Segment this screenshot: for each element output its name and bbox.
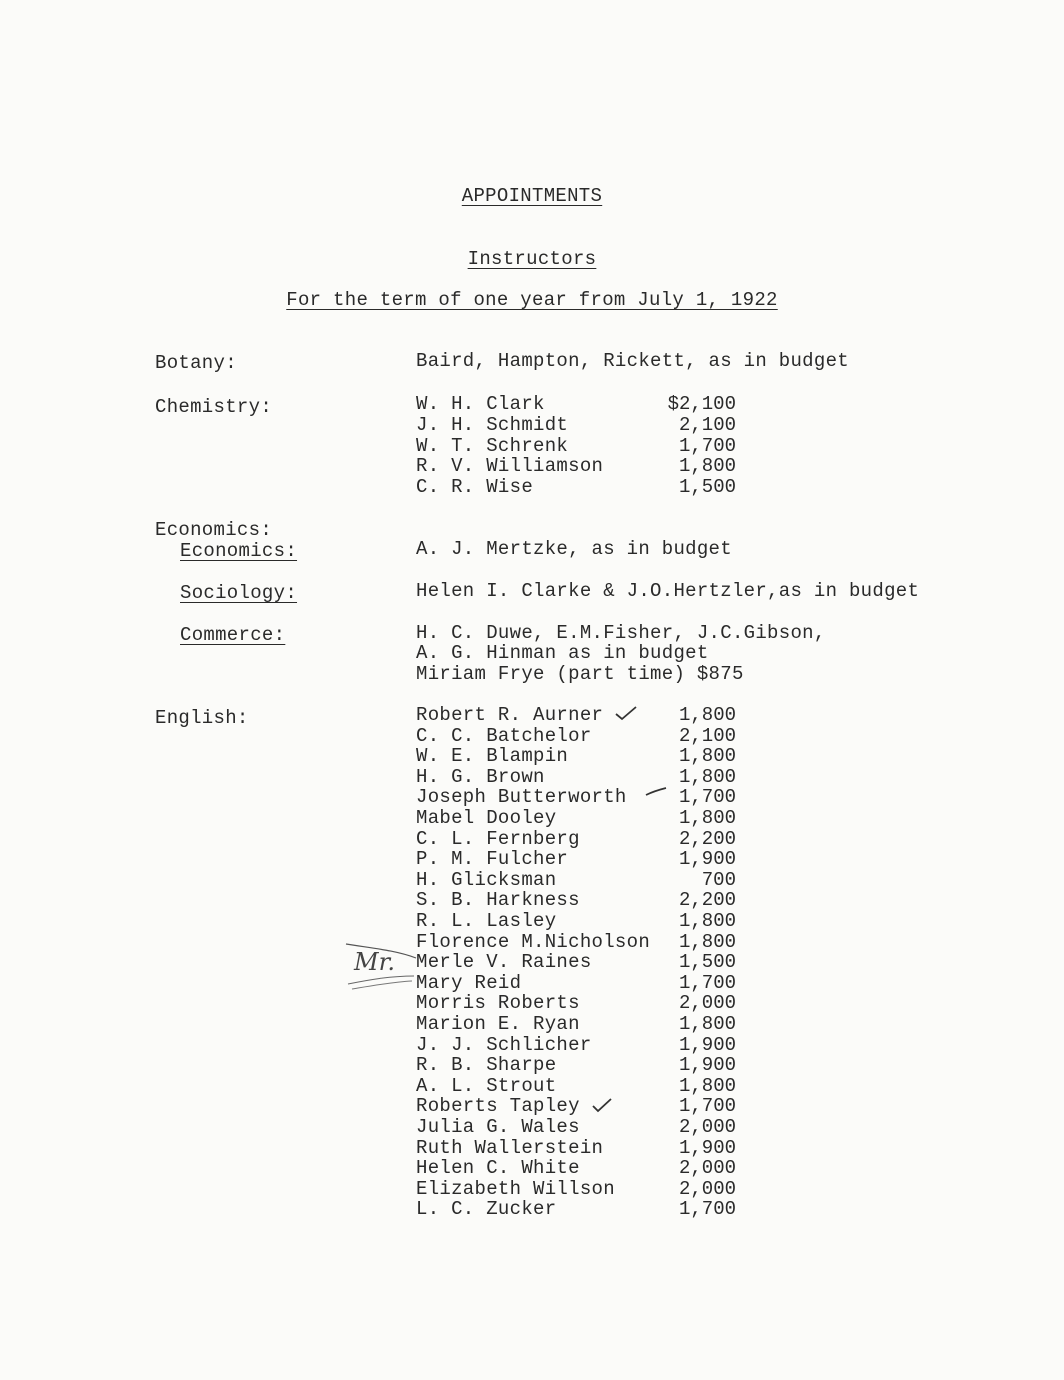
chemistry-name: J. H. Schmidt <box>416 413 569 436</box>
chemistry-row <box>0 477 1064 498</box>
english-amount: 1,900 <box>678 1136 736 1159</box>
english-name: Elizabeth Willson <box>416 1177 615 1200</box>
english-amount: 1,700 <box>678 1095 736 1118</box>
english-amount: 1,800 <box>678 910 736 932</box>
chemistry-name: W. H. Clark <box>416 393 545 415</box>
english-row <box>0 1158 1064 1179</box>
english-amount: 1,900 <box>678 848 736 871</box>
english-row <box>0 973 1064 994</box>
chemistry-name: C. R. Wise <box>416 476 534 499</box>
english-name: A. L. Strout <box>416 1074 557 1097</box>
english-amount: 2,000 <box>678 1157 736 1180</box>
economics-text: A. J. Mertzke, as in budget <box>416 538 732 560</box>
english-amount: 2,200 <box>678 889 736 912</box>
english-name: Marion E. Ryan <box>416 1013 580 1035</box>
english-name: Florence M.Nicholson <box>416 930 651 953</box>
chemistry-amount: $2,100 <box>667 393 736 415</box>
english-name: Julia G. Wales <box>416 1116 580 1138</box>
english-row <box>0 1076 1064 1097</box>
chemistry-row <box>0 415 1064 436</box>
english-amount: 2,000 <box>678 992 736 1015</box>
english-row <box>0 704 1064 729</box>
economics-sub-label: Economics: <box>180 540 298 562</box>
english-amount: 1,700 <box>678 786 736 809</box>
english-name: C. L. Fernberg <box>416 827 580 850</box>
english-amount: 2,100 <box>678 724 736 747</box>
document-subtitle: Instructors <box>467 248 597 270</box>
commerce-label: Commerce: <box>180 624 286 646</box>
commerce-line-1: H. C. Duwe, E.M.Fisher, J.C.Gibson, <box>416 622 826 644</box>
english-row <box>0 932 1064 953</box>
english-row <box>0 993 1064 1014</box>
chemistry-amount: 2,100 <box>678 413 736 436</box>
chemistry-name: W. T. Schrenk <box>416 434 569 457</box>
english-row <box>0 1138 1064 1159</box>
english-amount: 1,800 <box>678 807 736 829</box>
english-name: Morris Roberts <box>416 992 580 1015</box>
english-name: Roberts Tapley <box>416 1095 580 1118</box>
english-name: P. M. Fulcher <box>416 848 569 871</box>
botany-label: Botany: <box>155 352 237 374</box>
english-row <box>0 1096 1064 1117</box>
english-name: C. C. Batchelor <box>416 724 592 747</box>
chemistry-row <box>0 393 1064 418</box>
english-name: R. B. Sharpe <box>416 1054 557 1077</box>
chemistry-name: R. V. Williamson <box>416 455 604 478</box>
economics-section-label: Economics: <box>155 519 273 541</box>
english-amount: 2,000 <box>678 1116 736 1138</box>
chemistry-amount: 1,700 <box>678 434 736 457</box>
english-amount: 700 <box>701 868 736 891</box>
english-name: Mabel Dooley <box>416 807 557 829</box>
english-row <box>0 849 1064 870</box>
english-row <box>0 829 1064 850</box>
english-row <box>0 911 1064 932</box>
sociology-label: Sociology: <box>180 582 298 604</box>
english-row <box>0 726 1064 747</box>
checkmark-icon <box>614 704 638 722</box>
english-row <box>0 787 1064 808</box>
chemistry-amount: 1,800 <box>678 455 736 478</box>
chemistry-row <box>0 456 1064 477</box>
english-row <box>0 767 1064 788</box>
english-row <box>0 1199 1064 1220</box>
english-amount: 1,800 <box>678 704 736 726</box>
english-amount: 1,900 <box>678 1054 736 1077</box>
english-row <box>0 746 1064 767</box>
english-name: J. J. Schlicher <box>416 1033 592 1056</box>
english-name: S. B. Harkness <box>416 889 580 912</box>
handwritten-mr-note: Mr. <box>354 948 396 976</box>
english-name: R. L. Lasley <box>416 910 557 932</box>
english-name: Robert R. Aurner <box>416 704 604 726</box>
english-amount: 1,700 <box>678 971 736 994</box>
english-name: Joseph Butterworth <box>416 786 627 809</box>
english-name: Ruth Wallerstein <box>416 1136 604 1159</box>
english-amount: 2,200 <box>678 827 736 850</box>
checkmark-icon-2 <box>591 1096 613 1114</box>
sociology-text: Helen I. Clarke & J.O.Hertzler,as in budget <box>416 580 920 602</box>
english-amount: 1,800 <box>678 930 736 953</box>
commerce-line-2: A. G. Hinman as in budget <box>416 642 709 664</box>
handwritten-scribble-mark <box>340 936 420 996</box>
english-row <box>0 890 1064 911</box>
english-amount: 1,500 <box>678 951 736 974</box>
english-amount: 2,000 <box>678 1177 736 1200</box>
english-name: W. E. Blampin <box>416 745 569 768</box>
english-amount: 1,800 <box>678 745 736 768</box>
english-name: H. G. Brown <box>416 765 545 788</box>
english-row <box>0 1014 1064 1035</box>
chemistry-row <box>0 436 1064 457</box>
english-row <box>0 808 1064 829</box>
term-line: For the term of one year from July 1, 1922 <box>286 289 778 311</box>
chemistry-amount: 1,500 <box>678 476 736 499</box>
botany-text: Baird, Hampton, Rickett, as in budget <box>416 350 849 372</box>
english-name: L. C. Zucker <box>416 1198 557 1221</box>
english-amount: 1,800 <box>678 1074 736 1097</box>
document-title: APPOINTMENTS <box>461 185 603 207</box>
english-row <box>0 952 1064 973</box>
english-row <box>0 1117 1064 1138</box>
tick-mark-icon <box>644 786 668 798</box>
english-amount: 1,800 <box>678 1013 736 1035</box>
english-amount: 1,800 <box>678 765 736 788</box>
english-row <box>0 870 1064 891</box>
english-name: Helen C. White <box>416 1157 580 1180</box>
english-name: Merle V. Raines <box>416 951 592 974</box>
chemistry-label: Chemistry: <box>155 396 273 418</box>
english-name: H. Glicksman <box>416 868 557 891</box>
commerce-line-3: Miriam Frye (part time) $875 <box>416 663 744 685</box>
english-row <box>0 1055 1064 1076</box>
english-label: English: <box>155 707 249 729</box>
english-row <box>0 1179 1064 1200</box>
english-row <box>0 1035 1064 1056</box>
english-name: Mary Reid <box>416 971 522 994</box>
english-amount: 1,700 <box>678 1198 736 1221</box>
english-amount: 1,900 <box>678 1033 736 1056</box>
